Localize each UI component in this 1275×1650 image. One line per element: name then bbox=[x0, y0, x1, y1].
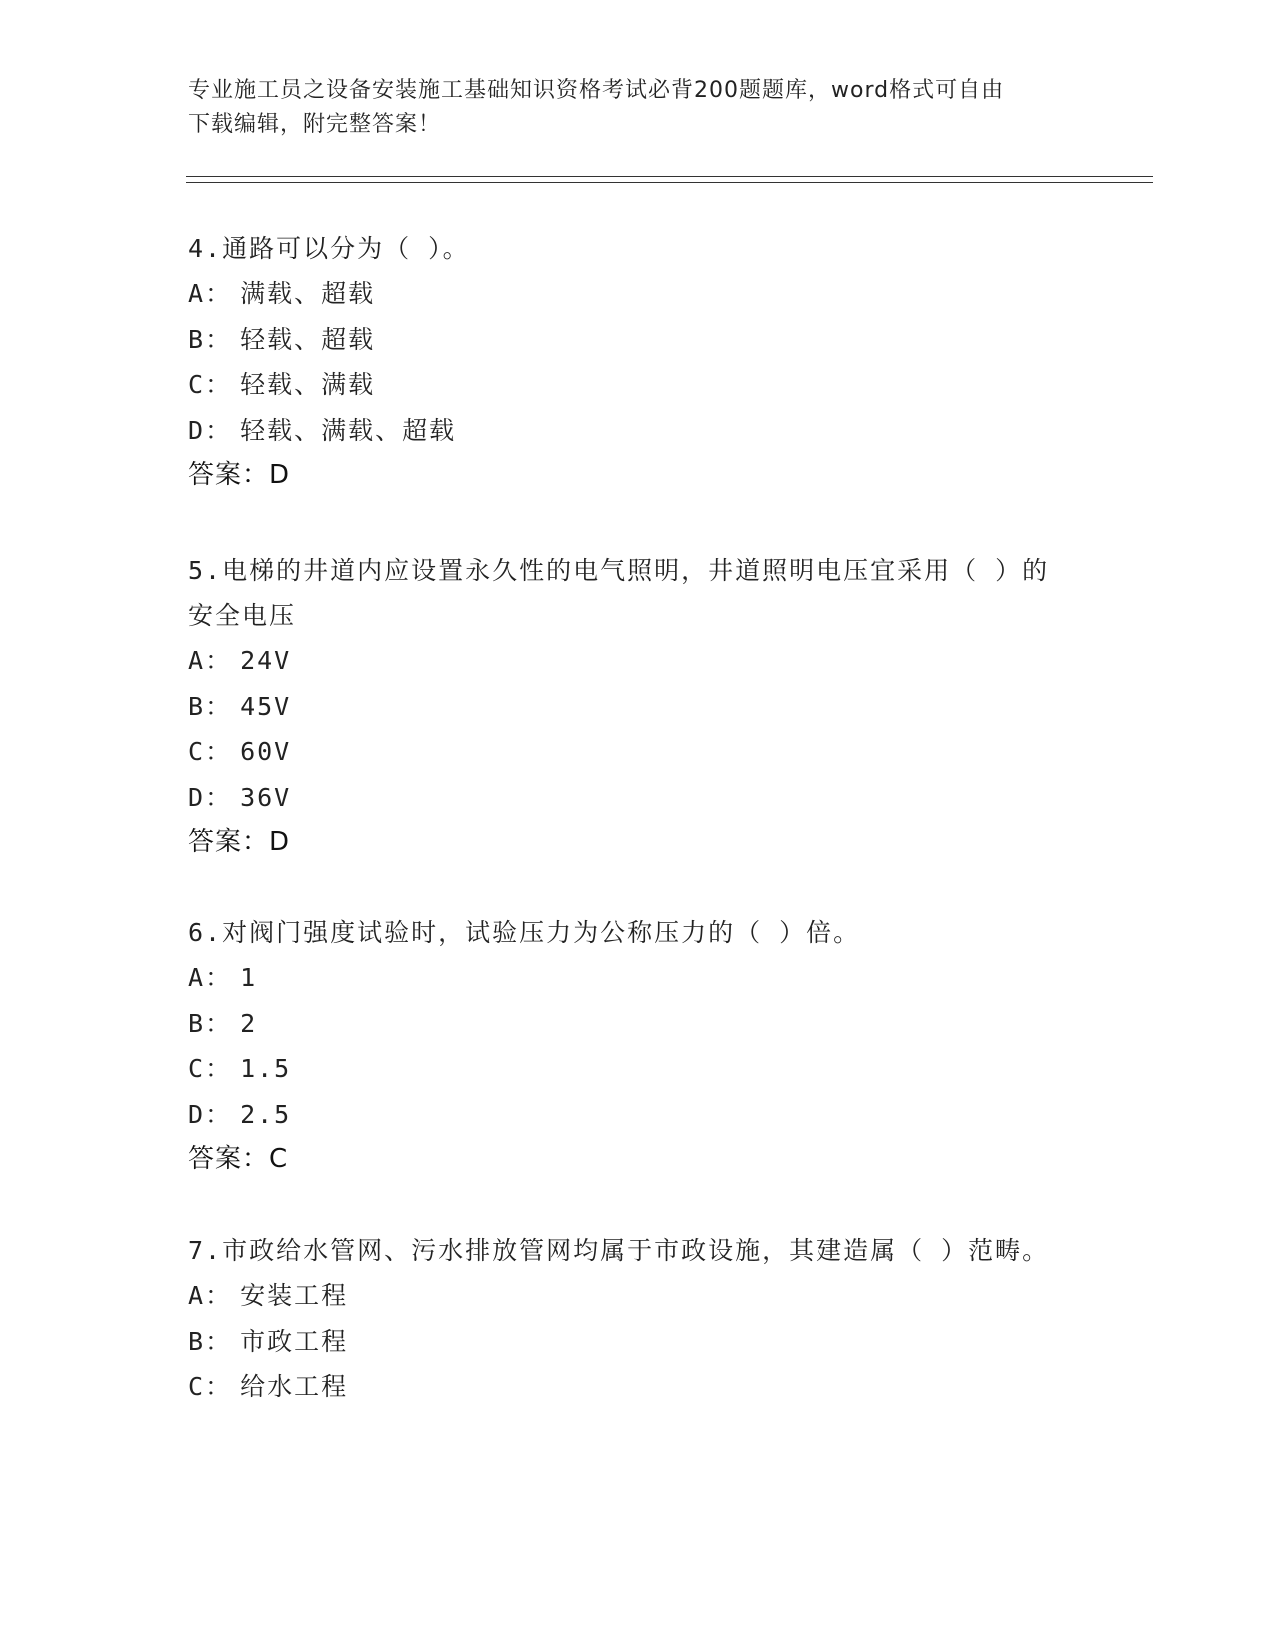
question-stem: 5.电梯的井道内应设置永久性的电气照明，井道照明电压宜采用（ ）的安全电压 bbox=[188, 556, 1050, 630]
option-text: 市政工程 bbox=[240, 1326, 349, 1356]
question-7 bbox=[188, 1228, 1068, 1410]
option-text: 1 bbox=[240, 963, 258, 992]
option-letter: B bbox=[188, 1326, 206, 1356]
header-rule-bottom bbox=[186, 182, 1153, 183]
option-text: 36V bbox=[240, 782, 292, 812]
option-text: 轻载、满载、超载 bbox=[240, 415, 457, 445]
option-a: A： 安装工程 bbox=[188, 1281, 349, 1310]
option-c: C： 1.5 bbox=[188, 1054, 292, 1083]
question-stem: 6.对阀门强度试验时，试验压力为公称压力的（ ）倍。 bbox=[188, 918, 861, 947]
option-text: 1.5 bbox=[240, 1054, 292, 1083]
option-c: C： 轻载、满载 bbox=[188, 370, 376, 399]
option-letter: D bbox=[188, 782, 206, 812]
option-letter: A bbox=[188, 1281, 206, 1310]
question-6 bbox=[188, 910, 1088, 1183]
option-text: 满载、超载 bbox=[240, 279, 376, 308]
option-text: 轻载、满载 bbox=[240, 370, 376, 399]
option-text: 给水工程 bbox=[240, 1372, 349, 1401]
option-b: B： 轻载、超载 bbox=[188, 324, 376, 354]
option-b: B： 市政工程 bbox=[188, 1326, 349, 1356]
option-text: 2.5 bbox=[240, 1099, 292, 1129]
option-c: C： 60V bbox=[188, 737, 292, 766]
option-letter: C bbox=[188, 1372, 206, 1401]
option-letter: A bbox=[188, 963, 206, 992]
option-b: B： 45V bbox=[188, 691, 292, 721]
option-letter: C bbox=[188, 1054, 206, 1083]
option-d: D： 2.5 bbox=[188, 1099, 292, 1129]
answer-line: 答案：C bbox=[188, 1144, 289, 1174]
option-text: 安装工程 bbox=[240, 1281, 349, 1310]
answer-line: 答案：D bbox=[188, 460, 291, 490]
option-d: D： 36V bbox=[188, 782, 292, 812]
question-stem: 7.市政给水管网、污水排放管网均属于市政设施，其建造属（ ）范畴。 bbox=[188, 1236, 1050, 1265]
option-text: 轻载、超载 bbox=[240, 324, 376, 354]
header-line-1: 专业施工员之设备安装施工基础知识资格考试必背200题题库，word格式可自由 bbox=[188, 78, 1005, 103]
header-line-2: 下载编辑，附完整答案！ bbox=[188, 112, 442, 137]
option-letter: A bbox=[188, 279, 206, 308]
option-a: A： 1 bbox=[188, 963, 258, 992]
option-text: 24V bbox=[240, 646, 292, 675]
option-letter: A bbox=[188, 646, 206, 675]
option-a: A： 24V bbox=[188, 646, 292, 675]
answer-line: 答案：D bbox=[188, 827, 291, 857]
option-letter: B bbox=[188, 1008, 206, 1038]
option-letter: B bbox=[188, 324, 206, 354]
option-text: 60V bbox=[240, 737, 292, 766]
option-b: B： 2 bbox=[188, 1008, 258, 1038]
option-letter: B bbox=[188, 691, 206, 721]
question-4 bbox=[188, 226, 1088, 499]
option-letter: D bbox=[188, 415, 206, 445]
option-letter: C bbox=[188, 370, 206, 399]
document-header bbox=[188, 74, 1088, 142]
question-5 bbox=[188, 548, 1058, 866]
option-letter: D bbox=[188, 1099, 206, 1129]
option-text: 2 bbox=[240, 1008, 258, 1038]
question-stem: 4.通路可以分为（ ）。 bbox=[188, 234, 470, 263]
option-text: 45V bbox=[240, 691, 292, 721]
option-a: A： 满载、超载 bbox=[188, 279, 376, 308]
option-d: D： 轻载、满载、超载 bbox=[188, 415, 457, 445]
option-c: C： 给水工程 bbox=[188, 1372, 349, 1401]
option-letter: C bbox=[188, 737, 206, 766]
header-rule-top bbox=[186, 176, 1153, 177]
